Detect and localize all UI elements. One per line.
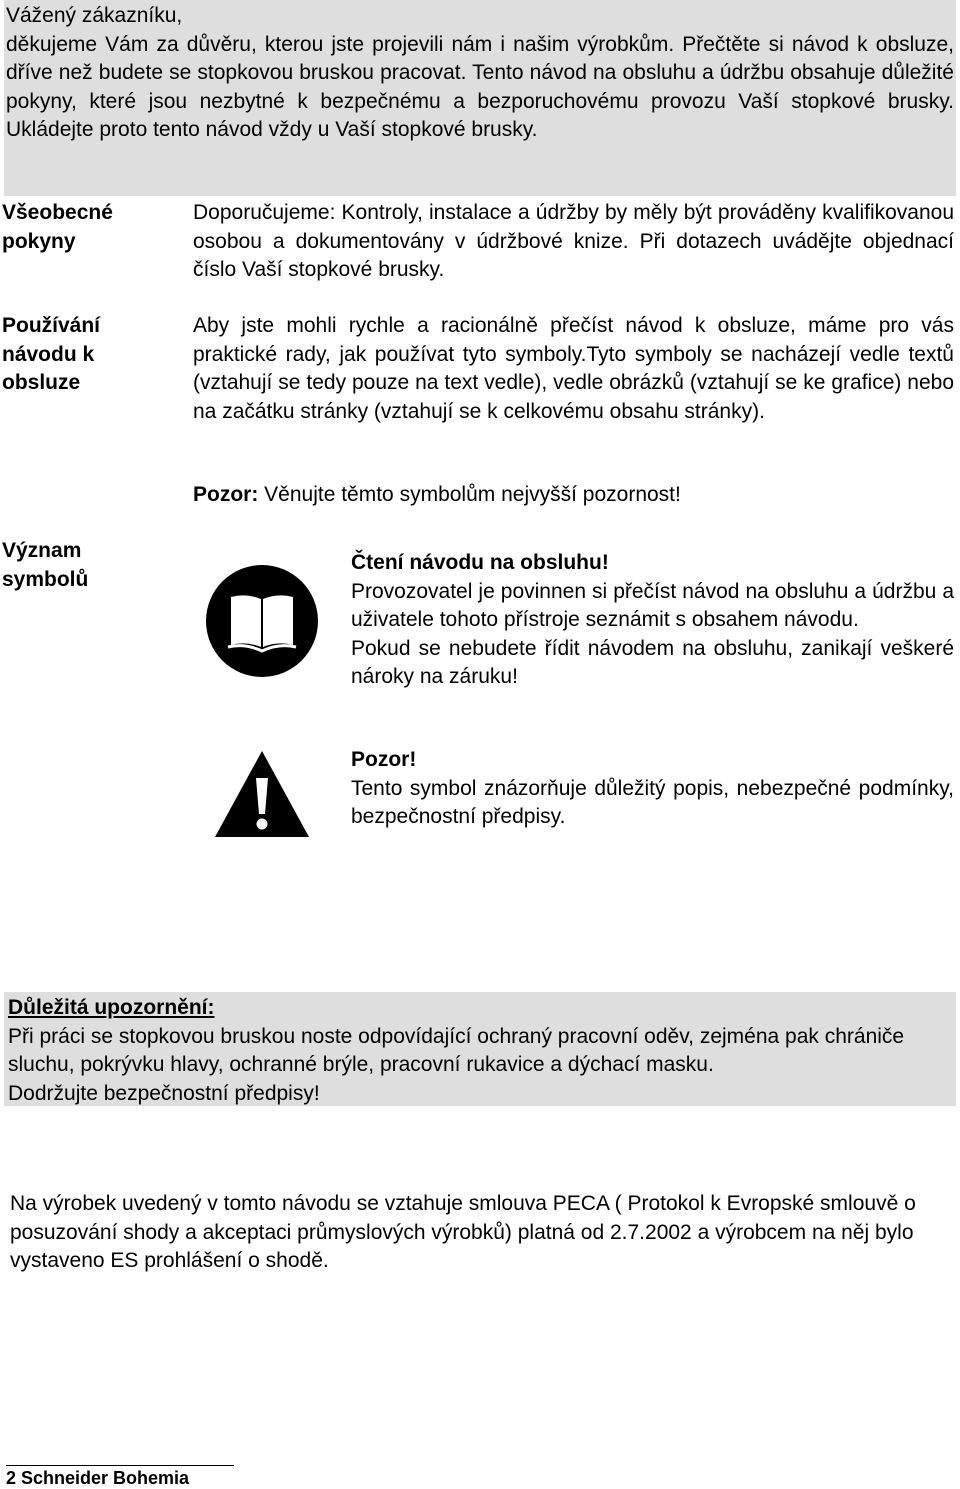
intro-box	[4, 0, 956, 196]
important-text-1: Při práci se stopkovou bruskou noste odpovídající ochraný pracovní oděv, zejména pak chrániče sluchu, pokrývku hlavy, ochranné brýle, pracovní rukavice a dýchací masku.	[8, 1024, 905, 1076]
warning-icon	[212, 748, 312, 840]
general-text: Doporučujeme: Kontroly, instalace a údržby by měly být prováděny kvalifikovanou osobou a dokumentovány v údržbové knize. Při dotazech uvádějte objednací číslo Vaší stopkové brusky.	[193, 201, 954, 281]
attention-line	[193, 481, 954, 510]
warn-symbol-text	[351, 746, 954, 832]
peca-paragraph: Na výrobek uvedený v tomto návodu se vztahuje smlouva PECA ( Protokol k Evropské smlouvě o posuzování shody a akceptaci průmyslových výrobků) platná od 2.7.2002 a výrobcem na něj bylo vystaveno ES prohlášení o shodě.	[10, 1192, 916, 1272]
intro-text: děkujeme Vám za důvěru, kterou jste projevili nám i našim výrobkům. Přečtěte si návod k obsluze, dříve než budete se stopkovou bruskou pracovat. Tento návod na obsluhu a údržbu obsahuje důležité pokyny, které jsou nezbytné k bezpečnému a bezporuchovému provozu Vaší stopkové brusky. Ukládejte proto tento návod vždy u Vaší stopkové brusky.	[6, 32, 954, 141]
footer-divider	[6, 1465, 234, 1466]
important-title: Důležitá upozornění:	[8, 996, 215, 1019]
attention-text: Věnujte těmto symbolům nejvyšší pozornost!	[258, 483, 681, 506]
general-label	[2, 199, 113, 256]
general-label-line2: pokyny	[2, 229, 76, 253]
general-text-block	[193, 199, 954, 285]
general-label-line1: Všeobecné	[2, 201, 113, 224]
book-icon	[204, 563, 320, 679]
symbols-label-line1: Význam	[2, 539, 82, 562]
greeting: Vážený zákazníku,	[6, 4, 183, 27]
warn-title: Pozor!	[351, 748, 417, 771]
read-title: Čtení návodu na obsluhu!	[351, 551, 609, 574]
read-text-2: Pokud se nebudete řídit návodem na obsluhu, zanikají veškeré nároky na záruku!	[351, 636, 954, 688]
usage-text: Aby jste mohli rychle a racionálně přečíst návod k obsluze, máme pro vás praktické rady, jak používat tyto symboly.Tyto symboly se nacházejí vedle textů (vztahují se tedy pouze na text vedle), vedle obrázků (vztahují se ke grafice) nebo na začátku stránky (vztahují se k celkovému obsahu stránky).	[193, 314, 954, 423]
usage-label	[2, 312, 100, 398]
page-footer: 2 Schneider Bohemia	[6, 1468, 190, 1488]
attention-label: Pozor:	[193, 483, 259, 506]
symbols-label-line2: symbolů	[2, 567, 89, 591]
usage-label-line3: obsluze	[2, 371, 81, 394]
warn-text: Tento symbol znázorňuje důležitý popis, nebezpečné podmínky, bezpečnostní předpisy.	[351, 776, 954, 828]
important-text-2: Dodržujte bezpečnostní předpisy!	[8, 1081, 320, 1105]
important-box	[4, 992, 956, 1106]
usage-label-line1: Používání	[2, 314, 101, 337]
symbols-label	[2, 537, 88, 594]
read-symbol-text	[351, 549, 954, 692]
usage-label-line2: návodu k	[2, 342, 95, 366]
usage-text-block	[193, 312, 954, 426]
read-text-1: Provozovatel je povinnen si přečíst návod na obsluhu a údržbu a uživatele tohoto přístroje seznámit s obsahem návodu.	[351, 579, 954, 631]
